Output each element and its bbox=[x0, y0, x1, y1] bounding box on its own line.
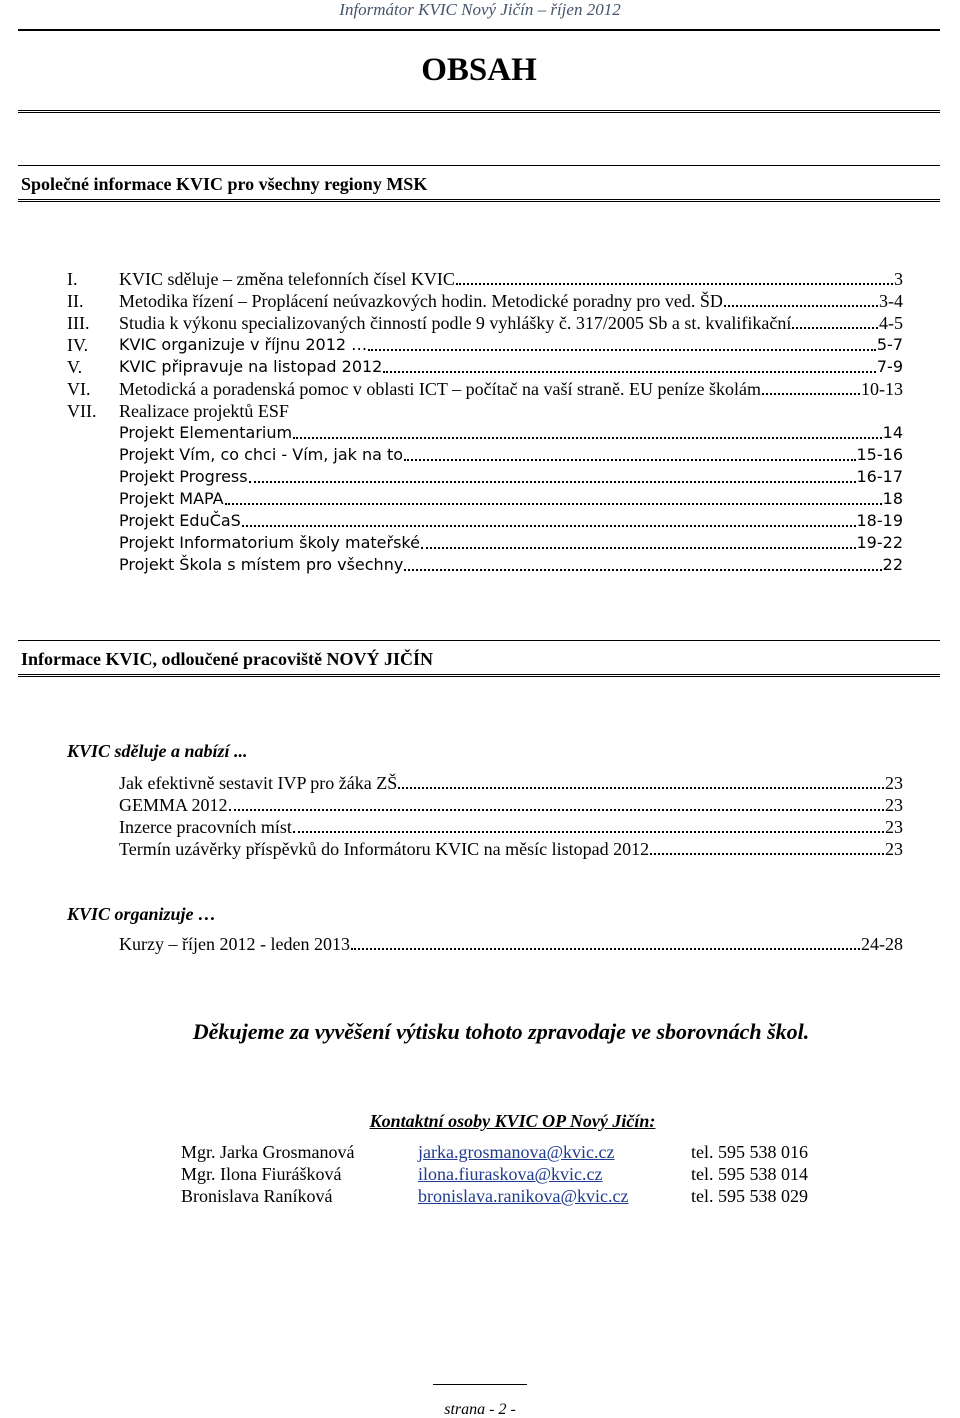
toc-entry-page: 16-17 bbox=[856, 467, 903, 486]
toc-entry-page: 24-28 bbox=[861, 934, 903, 954]
toc-entry-text: Projekt Škola s místem pro všechny bbox=[119, 555, 404, 574]
toc-entry[interactable] bbox=[67, 356, 903, 378]
toc-entry[interactable] bbox=[67, 378, 903, 400]
leader-dots bbox=[404, 569, 881, 571]
leader-dots bbox=[225, 503, 882, 505]
toc-entry-text: KVIC sděluje – změna telefonních čísel KVIC bbox=[119, 269, 455, 289]
toc-entry[interactable] bbox=[119, 838, 903, 860]
leader-dots bbox=[724, 305, 878, 307]
toc-entry-number: II. bbox=[67, 291, 84, 311]
toc-entry-number: VII. bbox=[67, 401, 97, 421]
toc-entry[interactable] bbox=[119, 933, 903, 955]
leader-dots bbox=[421, 547, 856, 549]
toc-entry-text: Studia k výkonu specializovaných činností podle 9 vyhlášky č. 317/2005 Sb a st. kvalifikační bbox=[119, 313, 792, 333]
page-title: OBSAH bbox=[421, 52, 537, 88]
toc-entry[interactable] bbox=[67, 290, 903, 312]
toc-entry-page: 23 bbox=[885, 839, 903, 859]
contact-phone: tel. 595 538 016 bbox=[691, 1142, 808, 1162]
toc-entry-page: 10-13 bbox=[861, 379, 903, 399]
contact-name: Bronislava Raníková bbox=[181, 1186, 333, 1206]
toc-entry[interactable] bbox=[119, 816, 903, 838]
toc-entry[interactable] bbox=[119, 794, 903, 816]
toc-entry-text: Projekt Elementarium bbox=[119, 423, 293, 442]
toc-entry-number: I. bbox=[67, 269, 78, 289]
leader-dots bbox=[249, 481, 856, 483]
leader-dots bbox=[293, 831, 884, 833]
toc-entry-text: KVIC organizuje v říjnu 2012 … bbox=[119, 335, 368, 354]
toc-entry-page: 23 bbox=[885, 773, 903, 793]
toc-subentry[interactable] bbox=[119, 510, 903, 532]
toc-entry-page: 19-22 bbox=[856, 533, 903, 552]
toc-entry[interactable] bbox=[67, 400, 903, 422]
toc-entry-page: 3 bbox=[894, 269, 903, 289]
toc-entry-text: Projekt Vím, co chci - Vím, jak na to bbox=[119, 445, 404, 464]
leader-dots bbox=[368, 349, 876, 351]
leader-dots bbox=[650, 853, 884, 855]
toc-entry-page: 4-5 bbox=[879, 313, 903, 333]
toc-entry-text: Kurzy – říjen 2012 - leden 2013 bbox=[119, 934, 350, 954]
subsection-heading: KVIC sděluje a nabízí ... bbox=[67, 741, 248, 761]
subsection-heading: KVIC organizuje … bbox=[67, 904, 217, 924]
toc-entry-text: Metodická a poradenská pomoc v oblasti ICT – počítač na vaší straně. EU peníze školám bbox=[119, 379, 761, 399]
toc-entry-text: KVIC připravuje na listopad 2012 bbox=[119, 357, 383, 376]
toc-entry-text: Projekt Informatorium školy mateřské bbox=[119, 533, 420, 552]
leader-dots bbox=[762, 393, 860, 395]
toc-entry-number: VI. bbox=[67, 379, 91, 399]
contact-name: Mgr. Jarka Grosmanová bbox=[181, 1142, 355, 1162]
toc-entry-text: GEMMA 2012 bbox=[119, 795, 228, 815]
section-heading-novy-jicin bbox=[18, 640, 940, 677]
leader-dots bbox=[383, 371, 876, 373]
toc-entry-text: Projekt MAPA bbox=[119, 489, 224, 508]
footer-rule bbox=[433, 1384, 527, 1385]
toc-entry-page: 3-4 bbox=[879, 291, 903, 311]
contact-email-link[interactable]: ilona.fiuraskova@kvic.cz bbox=[418, 1164, 603, 1184]
toc-entry-number: III. bbox=[67, 313, 90, 333]
toc-entry[interactable] bbox=[119, 772, 903, 794]
toc-entry[interactable] bbox=[67, 268, 903, 290]
toc-entry-text: Inzerce pracovních míst bbox=[119, 817, 292, 837]
toc-entry-page: 5-7 bbox=[876, 335, 903, 354]
contacts-heading: Kontaktní osoby KVIC OP Nový Jičín: bbox=[369, 1111, 656, 1131]
toc-entry-number: V. bbox=[67, 357, 83, 377]
toc-entry-number: IV. bbox=[67, 335, 89, 355]
page-number: strana - 2 - bbox=[444, 1401, 516, 1418]
toc-entry[interactable] bbox=[67, 334, 903, 356]
leader-dots bbox=[404, 459, 855, 461]
contact-phone: tel. 595 538 014 bbox=[691, 1164, 808, 1184]
toc-entry-page: 15-16 bbox=[856, 445, 903, 464]
toc-subentry[interactable] bbox=[119, 532, 903, 554]
toc-entry-text: Termín uzávěrky příspěvků do Informátoru KVIC na měsíc listopad 2012 bbox=[119, 839, 650, 859]
toc-subentry[interactable] bbox=[119, 422, 903, 444]
contact-email-link[interactable]: jarka.grosmanova@kvic.cz bbox=[418, 1142, 615, 1162]
toc-subentry[interactable] bbox=[119, 488, 903, 510]
toc-entry-page: 18 bbox=[882, 489, 903, 508]
toc-subentry[interactable] bbox=[119, 554, 903, 576]
toc-entry-text: Realizace projektů ESF bbox=[119, 401, 289, 421]
toc-entry-text: Metodika řízení – Proplácení neúvazkových hodin. Metodické poradny pro ved. ŠD bbox=[119, 291, 723, 311]
title-box bbox=[18, 29, 940, 113]
toc-entry-page: 7-9 bbox=[876, 357, 903, 376]
toc-entry-text: Projekt Progress bbox=[119, 467, 248, 486]
section-heading-label: Společné informace KVIC pro všechny regiony MSK bbox=[21, 174, 428, 194]
running-head: Informátor KVIC Nový Jičín – říjen 2012 bbox=[339, 0, 621, 19]
contact-phone: tel. 595 538 029 bbox=[691, 1186, 808, 1206]
toc-entry-text: Jak efektivně sestavit IVP pro žáka ZŠ bbox=[119, 773, 398, 793]
toc-entry-text: Projekt EduČaS bbox=[119, 511, 241, 530]
toc-entry-page: 18-19 bbox=[856, 511, 903, 530]
toc-subentry[interactable] bbox=[119, 444, 903, 466]
contact-name: Mgr. Ilona Fiurášková bbox=[181, 1164, 342, 1184]
section-heading-label: Informace KVIC, odloučené pracoviště NOVÝ JIČÍN bbox=[21, 649, 433, 669]
toc-entry-page: 23 bbox=[885, 795, 903, 815]
leader-dots bbox=[792, 327, 878, 329]
leader-dots bbox=[242, 525, 856, 527]
toc-entry-page: 22 bbox=[882, 555, 903, 574]
toc-entry-page: 14 bbox=[882, 423, 903, 442]
leader-dots bbox=[293, 437, 882, 439]
leader-dots bbox=[229, 809, 884, 811]
leader-dots bbox=[456, 283, 893, 285]
contact-email-link[interactable]: bronislava.ranikova@kvic.cz bbox=[418, 1186, 629, 1206]
leader-dots bbox=[351, 948, 860, 950]
toc-subentry[interactable] bbox=[119, 466, 903, 488]
toc-entry-page: 23 bbox=[885, 817, 903, 837]
leader-dots bbox=[398, 787, 884, 789]
toc-entry[interactable] bbox=[67, 312, 903, 334]
section-heading-regions bbox=[18, 165, 940, 202]
thanks-note: Děkujeme za vyvěšení výtisku tohoto zpravodaje ve sborovnách škol. bbox=[192, 1019, 810, 1044]
